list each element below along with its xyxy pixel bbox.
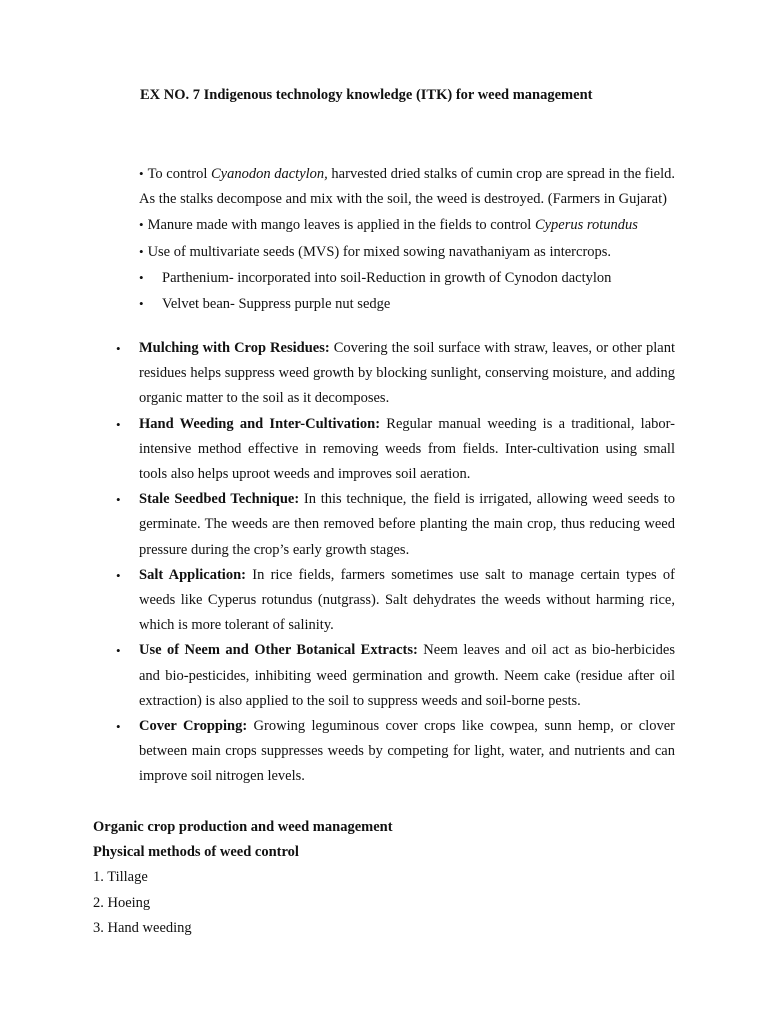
bullet-icon: • [139,217,144,233]
practice-text: Neem leaves and oil act as bio-herbicides and bio-pesticides, inhibiting weed germination and growth. Neem cake (residue after oil extraction) is also applied to the soil to suppress weeds and soil-borne pests. [139,642,675,709]
itk-item-text: harvested dried stalks of cumin crop are spread in the field. As the stalks decompose and mix with the soil, the weed is destroyed. (Farmers in Gujarat) [139,166,675,208]
practice-heading: Cover Cropping: [139,718,248,735]
practice-text: In rice fields, farmers sometimes use salt to manage certain types of weeds like Cyperus rotundus (nutgrass). Salt dehydrates the weeds without harming rice, which is more tolerant of salinity. [139,566,676,634]
practice-heading: Salt Application: [139,566,246,583]
section-heading: Organic crop production and weed management [93,819,393,835]
section-heading: Physical methods of weed control [93,844,299,861]
list-item: 2. Hoeing [93,894,151,911]
bullet-icon: • [116,416,121,432]
list-item [116,336,675,412]
itk-item-text: Velvet bean- Suppress purple nut sedge [162,296,391,313]
bullet-icon: • [116,567,121,583]
itk-item-text: Parthenium- incorporated into soil-Reduction in growth of Cynodon dactylon [162,269,612,286]
list-item [116,714,675,790]
itk-item-text: Manure made with mango leaves is applied in the fields to control [147,217,535,234]
page-title: EX NO. 7 Indigenous technology knowledge (ITK) for weed management [140,87,593,103]
practice-text: Covering the soil surface with straw, leaves, or other plant residues helps suppress weed growth by blocking sunlight, conserving moisture, and adding organic matter to the soil as it decomposes. [139,340,675,407]
itk-item-mango [139,212,675,238]
bullet-icon: • [116,643,121,659]
practice-text: Regular manual weeding is a traditional, labor-intensive method effective in removing weeds from fields. Inter-cultivation using small tools also helps uproot weeds and improves soil aeration. [139,415,676,483]
itk-item-parthenium [139,265,675,291]
itk-list [139,161,675,317]
list-item [116,412,675,488]
bullet-icon: • [116,492,121,508]
itk-item-velvet [139,291,675,317]
bullet-icon: • [116,341,121,356]
list-item: 3. Hand weeding [93,919,192,936]
practice-text: Growing leguminous cover crops like cowpea, sunn hemp, or clover between main crops suppresses weeds by competing for light, water, and nutrients and can improve soil nitrogen levels. [139,718,676,785]
itk-item-mvs [139,239,675,265]
bullet-icon: • [116,719,121,735]
itk-item-text: Use of multivariate seeds (MVS) for mixed sowing navathaniyam as intercrops. [147,243,612,260]
practice-text: In this technique, the field is irrigated, allowing weed seeds to germinate. The weeds are then removed before planting the main crop, thus reducing weed pressure during the crop’s early growth stages. [139,491,675,558]
practice-heading: Hand Weeding and Inter-Cultivation: [139,415,381,432]
practice-heading: Stale Seedbed Technique: [139,491,300,508]
itk-item-cumin [139,161,675,212]
bullet-icon: • [139,296,144,312]
bullet-icon: • [139,243,144,259]
list-item [116,638,675,714]
bullet-icon: • [139,166,144,181]
physical-methods-section [93,815,393,941]
list-item [116,563,675,639]
practice-heading: Use of Neem and Other Botanical Extracts: [139,642,418,659]
practice-heading: Mulching with Crop Residues: [139,340,330,356]
itk-item-text: To control [147,166,211,182]
itk-item-species: Cyperus rotundus [534,217,638,234]
list-item: 1. Tillage [93,869,148,886]
bullet-icon: • [139,269,144,285]
practices-list [116,336,675,790]
list-item [116,487,675,563]
itk-item-species: Cyanodon dactylon, [211,166,328,182]
